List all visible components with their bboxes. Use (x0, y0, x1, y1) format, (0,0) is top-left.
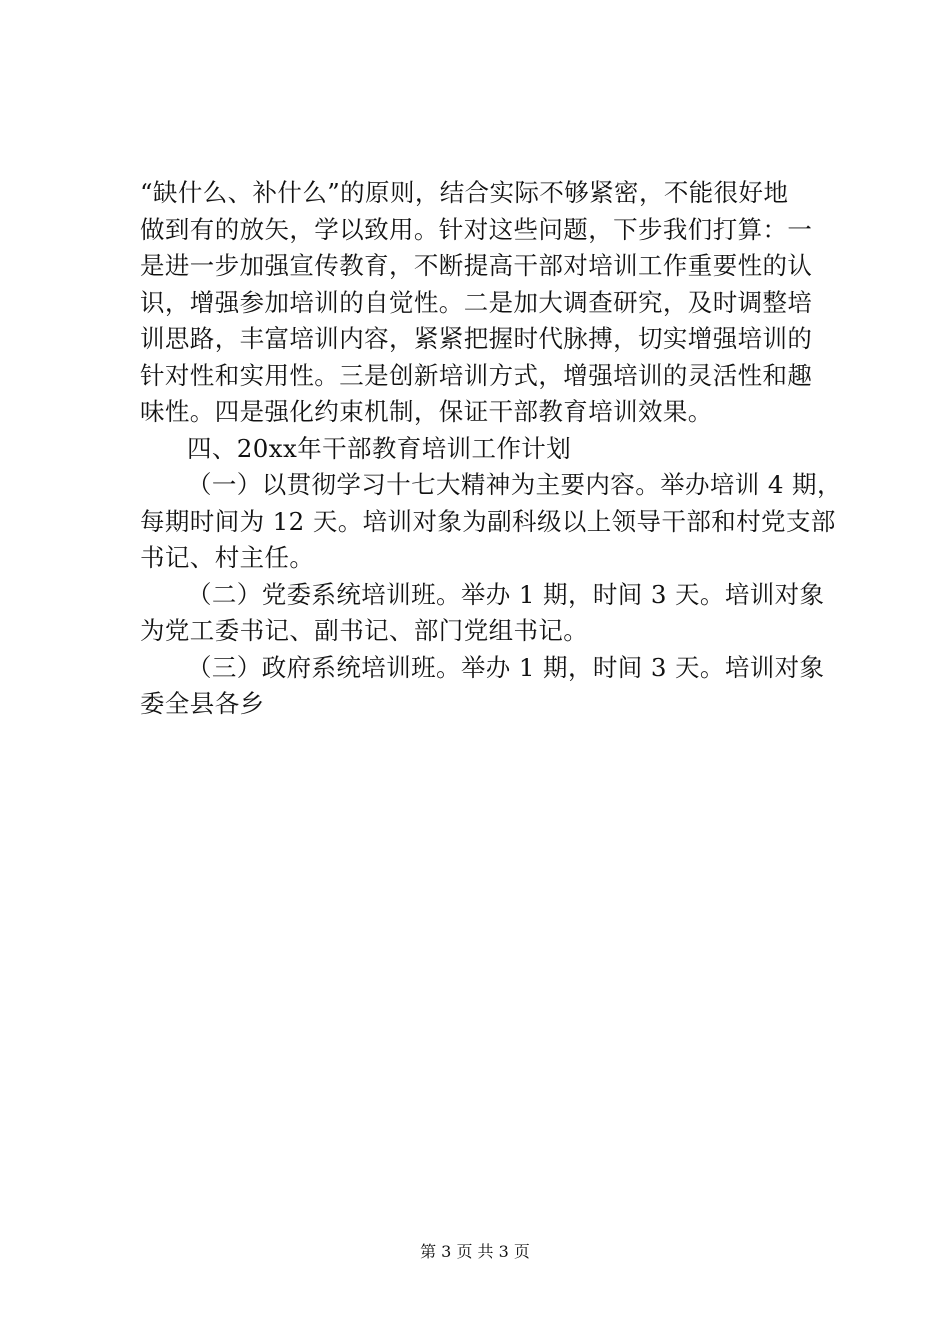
text-line: 识，增强参加培训的自觉性。二是加大调查研究，及时调整培 (140, 287, 813, 317)
page-footer (0, 1242, 950, 1262)
text-line: （二）党委系统培训班。举办 1 期，时间 3 天。培训对象 (187, 579, 825, 609)
document-body (140, 175, 840, 723)
text-line: 为党工委书记、副书记、部门党组书记。 (140, 616, 589, 645)
text-line: 委全县各乡 (140, 689, 265, 718)
text-line: 针对性和实用性。三是创新培训方式，增强培训的灵活性和趣 (140, 360, 813, 390)
text-line: 做到有的放矢，学以致用。针对这些问题，下步我们打算：一 (140, 214, 813, 244)
text-line: （一）以贯彻学习十七大精神为主要内容。举办培训 4 期， (187, 470, 842, 499)
text-line: 是进一步加强宣传教育，不断提高干部对培训工作重要性的认 (140, 251, 813, 280)
text-line: 每期时间为 12 天。培训对象为副科级以上领导干部和村党支部 (140, 506, 836, 536)
page-number-label: 第 3 页 共 3 页 (420, 1242, 530, 1261)
text-line: “缺什么、补什么”的原则，结合实际不够紧密，不能很好地 (140, 178, 789, 207)
text-line: 训思路，丰富培训内容，紧紧把握时代脉搏，切实增强培训的 (140, 324, 813, 353)
section-heading: 四、20xx年干部教育培训工作计划 (187, 433, 572, 463)
text-line: 书记、村主任。 (140, 543, 315, 572)
text-line: （三）政府系统培训班。举办 1 期，时间 3 天。培训对象 (187, 652, 825, 682)
text-line: 味性。四是强化约束机制，保证干部教育培训效果。 (140, 397, 713, 426)
